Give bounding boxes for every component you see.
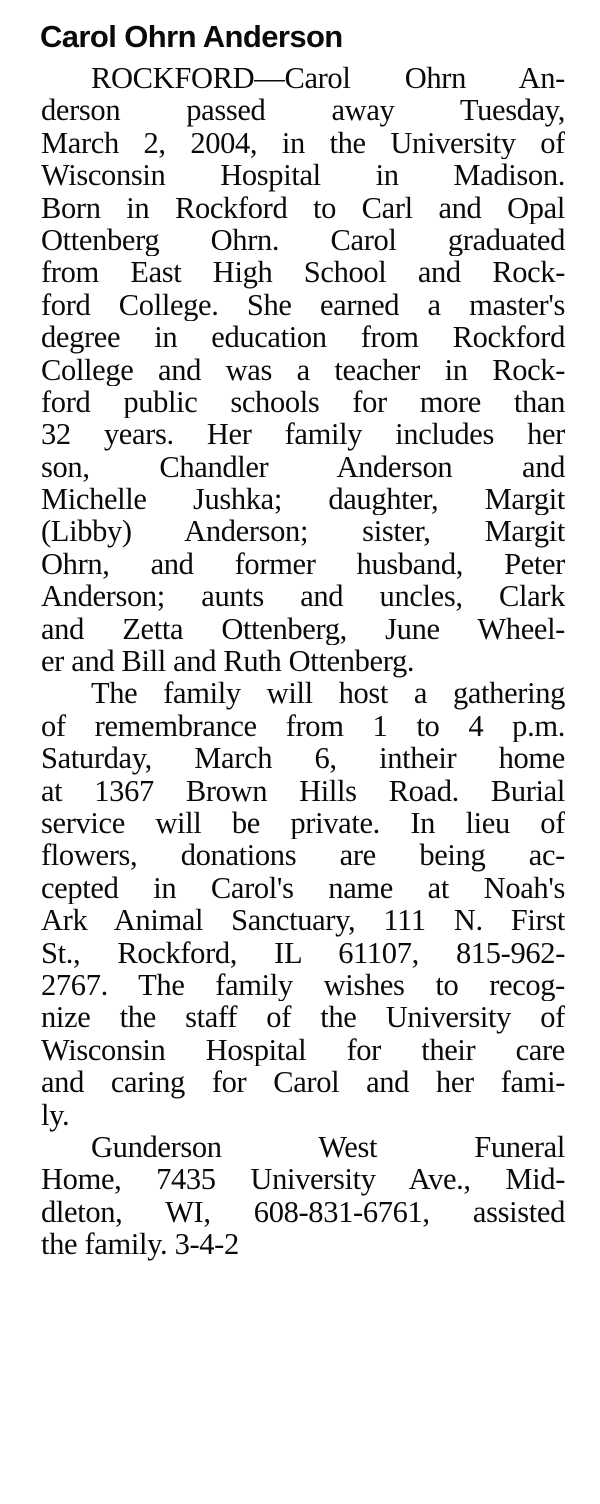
text-line: at 1367 Brown Hills Road. Burial bbox=[41, 774, 565, 807]
text-line: the family. 3-4-2 bbox=[41, 1227, 239, 1262]
text-line: ford College. She earned a master's bbox=[41, 288, 565, 322]
text-line: The family will host a gathering bbox=[91, 677, 565, 710]
text-line: (Libby) Anderson; sister, Margit bbox=[41, 515, 565, 548]
text-line: ROCKFORD—Carol Ohrn An- bbox=[91, 62, 565, 95]
text-line: ly. bbox=[41, 1097, 70, 1132]
text-line: of remembrance from 1 to 4 p.m. bbox=[41, 709, 565, 743]
text-line: March 2, 2004, in the University of bbox=[41, 126, 565, 160]
text-line: Home, 7435 University Ave., Mid- bbox=[41, 1163, 565, 1196]
paragraph-services bbox=[41, 677, 565, 1130]
text-line: Ohrn, and former husband, Peter bbox=[41, 547, 565, 581]
text-line: 2767. The family wishes to recog- bbox=[41, 968, 565, 1002]
text-line: flowers, donations are being ac- bbox=[41, 839, 565, 872]
text-line: degree in education from Rockford bbox=[41, 321, 565, 354]
text-line: son, Chandler Anderson and bbox=[41, 450, 565, 484]
text-line: nize the staff of the University of bbox=[41, 1001, 565, 1034]
text-line: dleton, WI, 608-831-6761, assisted bbox=[41, 1195, 565, 1229]
text-line: from East High School and Rock- bbox=[41, 256, 565, 289]
text-line: Anderson; aunts and uncles, Clark bbox=[41, 580, 565, 613]
paragraph-biography bbox=[41, 62, 565, 677]
text-line: Ark Animal Sanctuary, 111 N. First bbox=[41, 904, 565, 937]
paragraph-funeral-home bbox=[41, 1131, 565, 1261]
obituary-body bbox=[41, 62, 565, 1260]
text-line: service will be private. In lieu of bbox=[41, 806, 565, 840]
text-line: Born in Rockford to Carl and Opal bbox=[41, 191, 565, 224]
text-line: St., Rockford, IL 61107, 815-962- bbox=[41, 936, 565, 969]
text-line: Wisconsin Hospital in Madison. bbox=[41, 159, 565, 192]
text-line: ford public schools for more than bbox=[41, 385, 565, 419]
text-line: Michelle Jushka; daughter, Margit bbox=[41, 483, 565, 516]
text-line: Wisconsin Hospital for their care bbox=[41, 1033, 565, 1067]
text-line: College and was a teacher in Rock- bbox=[41, 353, 565, 386]
text-line: and caring for Carol and her fami- bbox=[41, 1066, 565, 1099]
text-line: cepted in Carol's name at Noah's bbox=[41, 871, 565, 905]
obituary-headline: Carol Ohrn Anderson bbox=[40, 19, 343, 54]
text-line: derson passed away Tuesday, bbox=[41, 94, 565, 127]
text-line: Saturday, March 6, intheir home bbox=[41, 742, 565, 775]
text-line: er and Bill and Ruth Ottenberg. bbox=[41, 644, 415, 679]
text-line: Gunderson West Funeral bbox=[91, 1130, 565, 1164]
text-line: 32 years. Her family includes her bbox=[41, 418, 565, 451]
text-line: Ottenberg Ohrn. Carol graduated bbox=[41, 223, 565, 257]
text-line: and Zetta Ottenberg, June Wheel- bbox=[41, 612, 565, 646]
